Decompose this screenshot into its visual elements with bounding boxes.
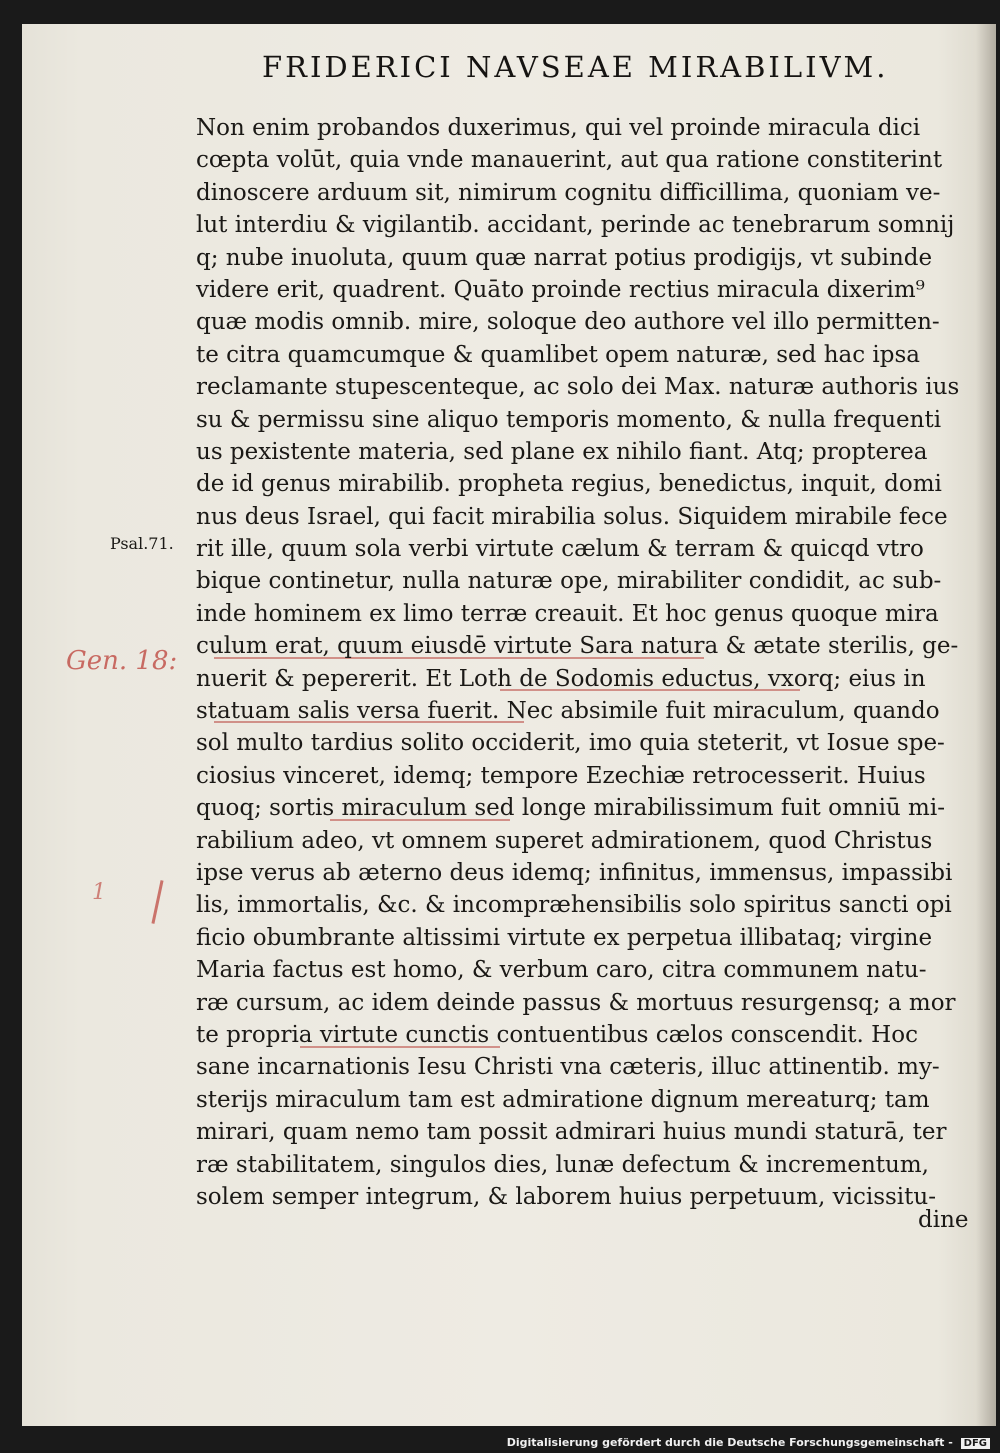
text-line: sterijs miraculum tam est admiratione dignum mereaturq; tam xyxy=(196,1086,930,1113)
text-line: mirari, quam nemo tam possit admirari huius mundi staturā, ter xyxy=(196,1119,947,1146)
text-line: dinoscere arduum sit, nimirum cognitu difficillima, quoniam ve- xyxy=(196,179,941,206)
text-line: Maria factus est homo, & verbum caro, citra communem natu- xyxy=(196,957,927,984)
text-line: inde hominem ex limo terræ creauit. Et hoc genus quoque mira xyxy=(196,600,939,627)
text-line: te propria virtute cunctis contuentibus cælos conscendit. Hoc xyxy=(196,1021,918,1048)
text-line: us pexistente materia, sed plane ex nihilo fiant. Atq; propterea xyxy=(196,438,928,465)
text-line: q; nube inuoluta, quum quæ narrat potius prodigijs, vt subinde xyxy=(196,244,933,271)
text-line: sane incarnationis Iesu Christi vna cæteris, illuc attinentib. my- xyxy=(196,1054,940,1081)
text-line: nus deus Israel, qui facit mirabilia solus. Siquidem mirabile fece xyxy=(196,503,948,530)
text-line: su & permissu sine aliquo temporis momento, & nulla frequenti xyxy=(196,406,942,433)
text-line: Non enim probandos duxerimus, qui vel proinde miracula dici xyxy=(196,115,921,141)
text-line: videre erit, quadrent. Quāto proinde rectius miracula dixerim⁹ xyxy=(196,276,925,303)
text-line: de id genus mirabilib. propheta regius, benedictus, inquit, domi xyxy=(196,471,942,498)
marginal-note-psalm: Psal.71. xyxy=(110,534,174,553)
text-line: rit ille, quum sola verbi virtute cælum & terram & quicqd vtro xyxy=(196,536,924,563)
text-line: ræ stabilitatem, singulos dies, lunæ defectum & incrementum, xyxy=(196,1151,929,1178)
text-line: lis, immortalis, &c. & incompræhensibilis solo spiritus sancti opi xyxy=(196,892,952,919)
text-line: reclamante stupescenteque, ac solo dei Max. naturæ authoris ius xyxy=(196,374,960,401)
text-line: solem semper integrum, & laborem huius perpetuum, vicissitu- xyxy=(196,1183,936,1210)
text-line: nuerit & pepererit. Et Loth de Sodomis eductus, vxorq; eius in xyxy=(196,665,926,692)
text-line: ipse verus ab æterno deus idemq; infinitus, immensus, impassibi xyxy=(196,859,953,886)
text-line: quæ modis omnib. mire, soloque deo authore vel illo permitten- xyxy=(196,309,940,336)
text-line: ræ cursum, ac idem deinde passus & mortuus resurgensq; a mor xyxy=(196,989,956,1016)
manuscript-note-genesis: Gen. 18: xyxy=(66,646,178,676)
text-line: culum erat, quum eiusdē virtute Sara natura & ætate sterilis, ge- xyxy=(196,633,959,660)
running-head: FRIDERICI NAVSEAE MIRABILIVM. xyxy=(262,50,889,84)
text-line: ciosius vinceret, idemq; tempore Ezechiæ retrocesserit. Huius xyxy=(196,762,926,789)
manuscript-note-small: 1 xyxy=(92,880,106,905)
text-line: te citra quamcumque & quamlibet opem naturæ, sed hac ipsa xyxy=(196,341,921,368)
text-line: cœpta volūt, quia vnde manauerint, aut qua ratione constiterint xyxy=(196,147,943,174)
text-line: ficio obumbrante altissimi virtute ex perpetua illibataq; virgine xyxy=(196,924,933,951)
digitization-footer xyxy=(507,1436,990,1449)
footer-text: Digitalisierung gefördert durch die Deutsche Forschungsgemeinschaft - xyxy=(506,1436,953,1449)
text-line: sol multo tardius solito occiderit, imo quia steterit, vt Iosue spe- xyxy=(196,730,945,757)
text-line: statuam salis versa fuerit. Nec absimile fuit miraculum, quando xyxy=(196,698,940,725)
dfg-logo: DFG xyxy=(961,1438,990,1449)
text-line: rabilium adeo, vt omnem superet admirationem, quod Christus xyxy=(196,827,933,854)
catchword: dine xyxy=(918,1207,969,1233)
text-line: bique continetur, nulla naturæ ope, mirabiliter condidit, ac sub- xyxy=(196,568,942,595)
body-text xyxy=(196,112,996,1213)
text-line: quoq; sortis miraculum sed longe mirabilissimum fuit omniū mi- xyxy=(196,795,945,822)
text-line: lut interdiu & vigilantib. accidant, perinde ac tenebrarum somnij xyxy=(196,212,955,239)
